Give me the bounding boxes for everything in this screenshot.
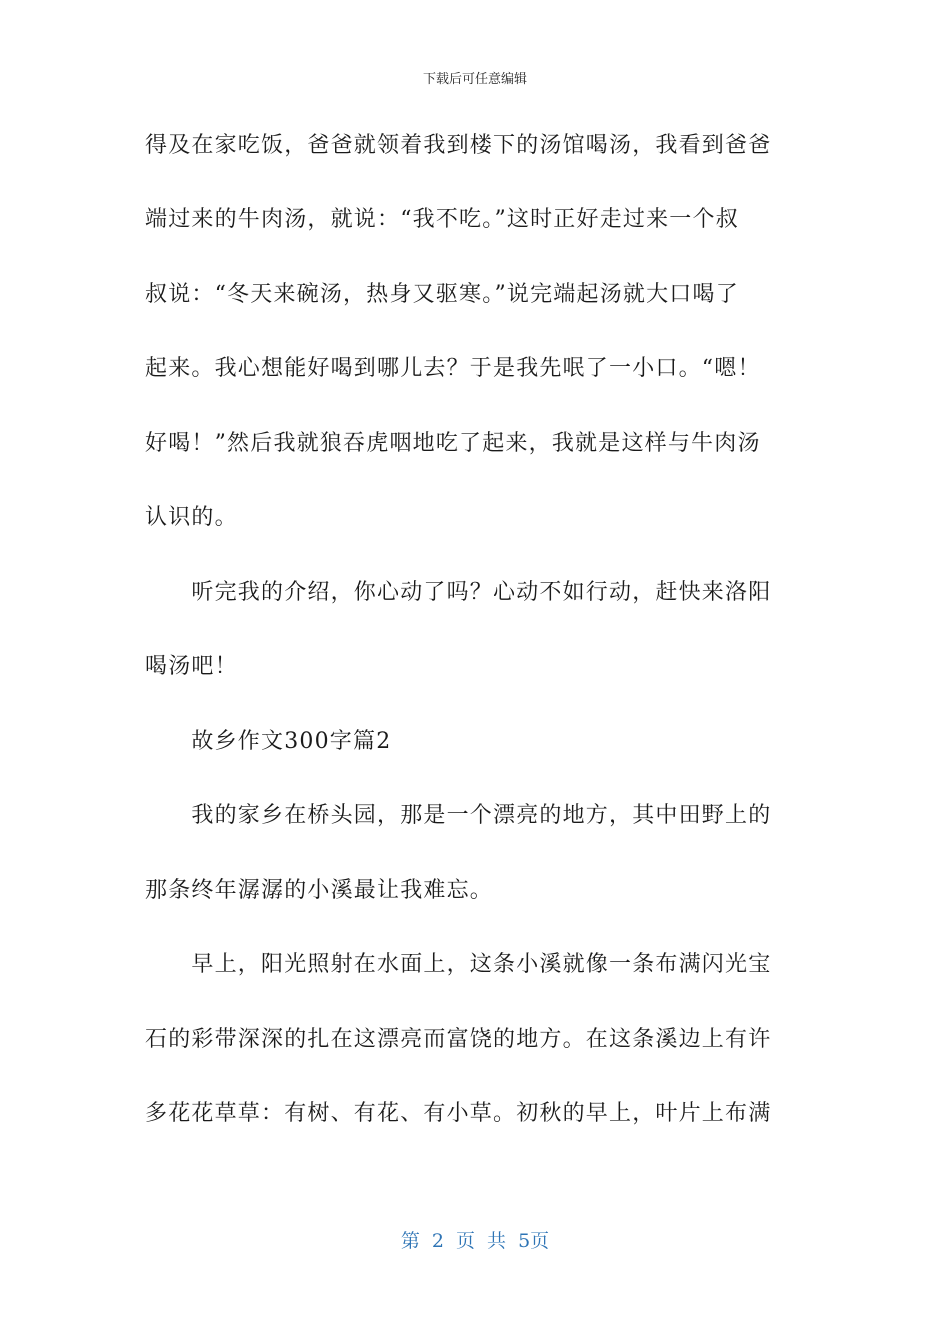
header-note: 下载后可任意编辑 [422, 72, 527, 87]
text-line: 叔说：“冬天来碗汤，热身又驱寒。”说完端起汤就大口喝了 [145, 282, 739, 307]
section-heading: 故乡作文300字篇2 [145, 729, 392, 754]
text-line: 那条终年潺潺的小溪最让我难忘。 [145, 878, 494, 903]
text-line: 我的家乡在桥头园，那是一个漂亮的地方，其中田野上的 [145, 803, 772, 828]
page-number: 第 2 页 共 5页 [400, 1230, 550, 1252]
text-line: 好喝！”然后我就狼吞虎咽地吃了起来，我就是这样与牛肉汤 [145, 431, 761, 456]
text-line: 端过来的牛肉汤，就说：“我不吃。”这时正好走过来一个叔 [145, 207, 739, 232]
text-line: 听完我的介绍，你心动了吗？心动不如行动，赶快来洛阳 [145, 580, 772, 605]
text-line: 多花花草草：有树、有花、有小草。初秋的早上，叶片上布满 [145, 1101, 772, 1126]
text-line: 喝汤吧！ [145, 654, 238, 679]
text-line: 石的彩带深深的扎在这漂亮而富饶的地方。在这条溪边上有许 [145, 1027, 772, 1052]
text-line: 得及在家吃饭，爸爸就领着我到楼下的汤馆喝汤，我看到爸爸 [145, 133, 772, 158]
text-line: 认识的。 [145, 505, 238, 530]
text-line: 早上，阳光照射在水面上，这条小溪就像一条布满闪光宝 [145, 952, 772, 977]
text-line: 起来。我心想能好喝到哪儿去？于是我先呡了一小口。“嗯！ [145, 356, 761, 381]
